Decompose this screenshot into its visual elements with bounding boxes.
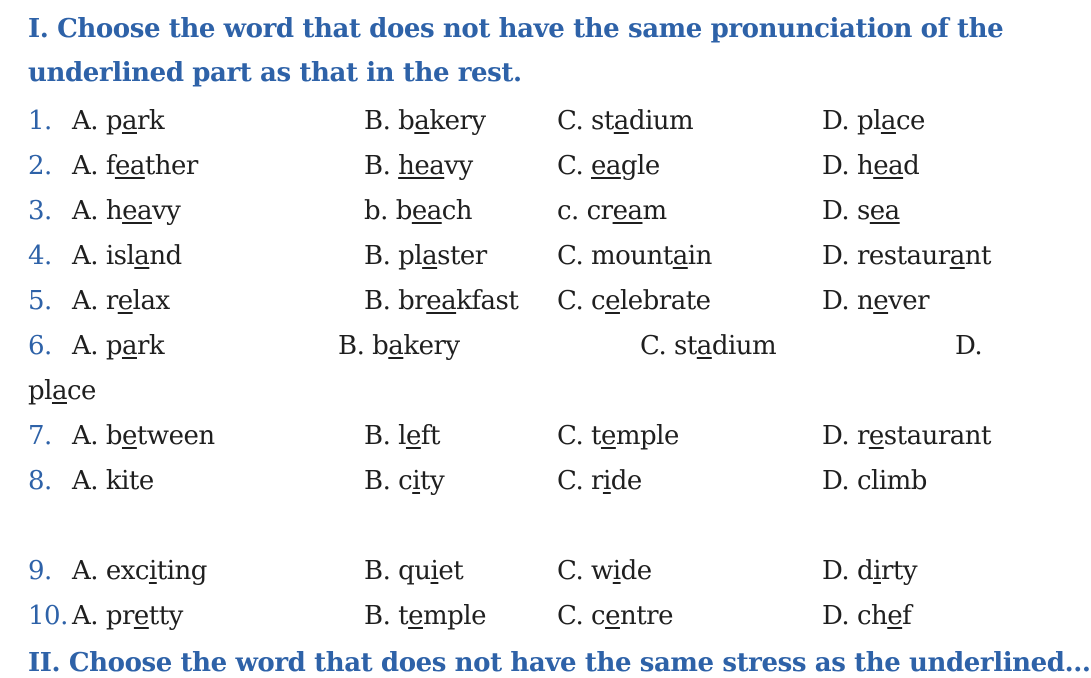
underlined-part: e <box>117 286 133 316</box>
underlined-part: e <box>868 421 884 451</box>
option-letter: D. <box>822 286 857 316</box>
question-row <box>0 241 1024 281</box>
word-part: pr <box>105 601 134 631</box>
word-part: ver <box>888 286 930 316</box>
option-letter: B. <box>364 151 399 181</box>
word-part: br <box>398 286 427 316</box>
option-letter: A. <box>72 421 106 451</box>
word-part: kite <box>105 466 154 496</box>
word-part: d <box>903 151 920 181</box>
answer-option <box>822 106 925 136</box>
word-part: nt <box>964 241 991 271</box>
answer-option <box>72 286 170 316</box>
answer-option <box>338 331 460 361</box>
word-part: t <box>591 421 601 451</box>
option-letter: B. <box>364 421 399 451</box>
underlined-part: a <box>422 241 438 271</box>
answer-option <box>72 601 183 631</box>
option-letter: C. <box>557 286 591 316</box>
question-number: 10. <box>28 601 68 631</box>
underlined-part: e <box>605 286 620 316</box>
word-part: nd <box>149 241 182 271</box>
option-letter: C. <box>557 466 591 496</box>
word-part: staurant <box>883 421 991 451</box>
word-part: c <box>591 286 606 316</box>
question-row <box>0 196 1024 236</box>
answer-option <box>822 601 911 631</box>
word-part: ch <box>441 196 473 226</box>
answer-option <box>72 556 207 586</box>
underlined-part: e <box>600 421 616 451</box>
answer-option <box>72 421 215 451</box>
word-part: p <box>105 106 122 136</box>
answer-option <box>72 151 198 181</box>
answer-option <box>557 466 642 496</box>
question-row <box>0 106 1024 146</box>
option-letter: A. <box>72 241 106 271</box>
word-part: ce <box>895 106 925 136</box>
word-part: b <box>398 106 415 136</box>
underlined-part: e <box>121 421 137 451</box>
option-letter: D. <box>822 421 857 451</box>
underlined-part: a <box>696 331 712 361</box>
answer-option <box>364 241 487 271</box>
word-part: ting <box>156 556 207 586</box>
word-part: c <box>398 466 413 496</box>
answer-option <box>557 286 711 316</box>
underlined-part: hea <box>398 151 445 181</box>
option-letter: C. <box>557 106 591 136</box>
word-part: st <box>674 331 697 361</box>
option-letter: A. <box>72 151 106 181</box>
underlined-part: e <box>605 601 620 631</box>
word-part: dium <box>711 331 777 361</box>
word-part: r <box>105 286 118 316</box>
option-letter: A. <box>72 466 106 496</box>
word-part: de <box>620 556 652 586</box>
underlined-part: i <box>430 556 439 586</box>
word-part: kfast <box>456 286 519 316</box>
underlined-part: e <box>408 601 423 631</box>
answer-option <box>822 196 900 226</box>
underlined-part: a <box>121 106 137 136</box>
word-part: m <box>642 196 667 226</box>
option-letter: D. <box>822 241 857 271</box>
answer-option <box>72 331 164 361</box>
answer-option <box>557 556 652 586</box>
word-part: p <box>105 331 122 361</box>
option-letter: B. <box>364 106 399 136</box>
option-letter: A. <box>72 331 106 361</box>
question-row <box>0 556 1024 596</box>
question-number: 1. <box>28 106 52 136</box>
underlined-part: i <box>148 556 157 586</box>
question-number: 5. <box>28 286 52 316</box>
question-number: 9. <box>28 556 52 586</box>
underlined-part: i <box>612 556 621 586</box>
word-part: s <box>856 196 870 226</box>
underlined-part: i <box>873 556 881 586</box>
answer-option <box>364 106 486 136</box>
section-heading-line-1: I. Choose the word that does not have the same pronunciation of the <box>28 14 1004 44</box>
underlined-part: e <box>887 601 903 631</box>
word-part: kery <box>403 331 460 361</box>
underlined-part: ea <box>591 151 621 181</box>
option-letter: A. <box>72 286 106 316</box>
question-row <box>0 151 1024 191</box>
word-part: kery <box>429 106 486 136</box>
word-part: restaur <box>856 241 950 271</box>
word-part: climb <box>856 466 927 496</box>
question-number: 2. <box>28 151 52 181</box>
word-part: b <box>372 331 389 361</box>
answer-option <box>822 556 917 586</box>
underlined-part: ea <box>114 151 145 181</box>
underlined-part: a <box>134 241 150 271</box>
underlined-part: e <box>873 286 889 316</box>
option-letter: A. <box>72 601 106 631</box>
underlined-part: e <box>405 421 421 451</box>
option-letter: C. <box>557 151 591 181</box>
word-part: ster <box>437 241 487 271</box>
underlined-part: ea <box>122 196 152 226</box>
word-part: mount <box>591 241 673 271</box>
word-part: mple <box>615 421 679 451</box>
option-letter: b. <box>364 196 396 226</box>
answer-option <box>557 421 679 451</box>
underlined-part: a <box>613 106 629 136</box>
word-part: w <box>591 556 613 586</box>
word-part: qu <box>398 556 431 586</box>
question-number: 7. <box>28 421 52 451</box>
word-part: t <box>398 601 409 631</box>
option-letter: B. <box>364 241 399 271</box>
question-row <box>0 331 1024 371</box>
answer-option <box>364 466 444 496</box>
word-part: dium <box>628 106 694 136</box>
underlined-part: a <box>880 106 896 136</box>
option-letter: C. <box>557 556 591 586</box>
word-part: in <box>687 241 712 271</box>
question-number: 3. <box>28 196 52 226</box>
option-letter: D. <box>822 466 857 496</box>
word-part: gle <box>620 151 660 181</box>
option-letter: C. <box>557 601 591 631</box>
word-part: cr <box>586 196 613 226</box>
word-part: tween <box>136 421 215 451</box>
answer-option <box>72 106 164 136</box>
word-part: r <box>856 421 869 451</box>
word-part: f <box>105 151 115 181</box>
word-part: pl <box>398 241 423 271</box>
word-part: vy <box>151 196 181 226</box>
answer-option <box>557 106 693 136</box>
word-part: mple <box>422 601 486 631</box>
word-part: lax <box>132 286 170 316</box>
option-letter: D. <box>822 196 857 226</box>
word-part: lebrate <box>619 286 711 316</box>
underlined-part: a <box>672 241 688 271</box>
answer-option <box>557 241 712 271</box>
answer-option <box>822 466 927 496</box>
answer-option <box>822 286 929 316</box>
word-part: ther <box>144 151 198 181</box>
answer-option <box>364 601 486 631</box>
option-letter: C. <box>557 241 591 271</box>
word-part: rk <box>136 331 165 361</box>
answer-option <box>364 286 518 316</box>
word-part: de <box>610 466 642 496</box>
option-letter: A. <box>72 196 106 226</box>
option-letter: C. <box>557 421 591 451</box>
option-letter: C. <box>640 331 674 361</box>
word-part: ty <box>420 466 445 496</box>
question-number: 6. <box>28 331 52 361</box>
answer-option <box>364 151 473 181</box>
option-letter: B. <box>364 601 399 631</box>
question-row <box>0 421 1024 461</box>
word-part: pl <box>856 106 881 136</box>
word-part: st <box>591 106 614 136</box>
word-part: f <box>902 601 912 631</box>
answer-option <box>557 151 660 181</box>
answer-option <box>557 601 673 631</box>
word-part: ntre <box>619 601 673 631</box>
answer-option <box>72 241 182 271</box>
underlined-part: a <box>414 106 430 136</box>
option-letter: B. <box>364 556 399 586</box>
word-part: ft <box>420 421 440 451</box>
question-row <box>0 601 1024 641</box>
word-part: l <box>398 421 406 451</box>
answer-option <box>822 421 991 451</box>
next-section-heading-cut: II. Choose the word that does not have the same stress as the underlined... <box>28 648 1091 678</box>
word-part: et <box>438 556 464 586</box>
question-number: 4. <box>28 241 52 271</box>
underlined-part: a <box>51 376 67 406</box>
underlined-part: ea <box>869 196 900 226</box>
word-part: h <box>105 196 123 226</box>
answer-option <box>72 466 154 496</box>
word-part: b <box>395 196 412 226</box>
option-letter: c. <box>557 196 587 226</box>
underlined-part: a <box>949 241 965 271</box>
answer-option <box>364 196 472 226</box>
option-letter: B. <box>364 286 399 316</box>
answer-option <box>72 196 180 226</box>
option-letter: A. <box>72 106 106 136</box>
word-part: ce <box>66 376 96 406</box>
answer-option <box>822 151 919 181</box>
word-part: pl <box>28 376 52 406</box>
underlined-part: ea <box>426 286 457 316</box>
option-letter: D. <box>955 331 983 361</box>
underlined-part: a <box>121 331 137 361</box>
underlined-part: ea <box>873 151 904 181</box>
answer-option <box>364 421 440 451</box>
underlined-part: ea <box>612 196 643 226</box>
word-part: r <box>591 466 603 496</box>
option-letter: B. <box>364 466 399 496</box>
option-letter: B. <box>338 331 373 361</box>
word-part: d <box>856 556 874 586</box>
option-letter: D. <box>822 556 857 586</box>
word-part: c <box>591 601 606 631</box>
underlined-part: i <box>412 466 421 496</box>
word-part: exc <box>105 556 149 586</box>
answer-option <box>955 331 982 361</box>
word-part: ch <box>856 601 888 631</box>
option-letter: D. <box>822 106 857 136</box>
option-letter: D. <box>822 151 857 181</box>
word-part: b <box>105 421 122 451</box>
underlined-part: a <box>388 331 404 361</box>
section-heading-line-2: underlined part as that in the rest. <box>28 58 522 88</box>
underlined-part: i <box>602 466 611 496</box>
answer-option <box>640 331 776 361</box>
word-part: n <box>856 286 874 316</box>
word-part: vy <box>444 151 473 181</box>
wrapped-option-word <box>28 376 96 406</box>
question-row <box>0 466 1024 506</box>
answer-option <box>364 556 463 586</box>
word-part: isl <box>105 241 135 271</box>
answer-option <box>557 196 667 226</box>
word-part: tty <box>148 601 183 631</box>
option-letter: D. <box>822 601 857 631</box>
word-part: h <box>856 151 874 181</box>
option-letter: A. <box>72 556 106 586</box>
answer-option <box>822 241 991 271</box>
underlined-part: ea <box>411 196 442 226</box>
question-number: 8. <box>28 466 52 496</box>
word-part: rk <box>136 106 165 136</box>
underlined-part: e <box>133 601 149 631</box>
word-part: rty <box>880 556 918 586</box>
question-row <box>0 286 1024 326</box>
